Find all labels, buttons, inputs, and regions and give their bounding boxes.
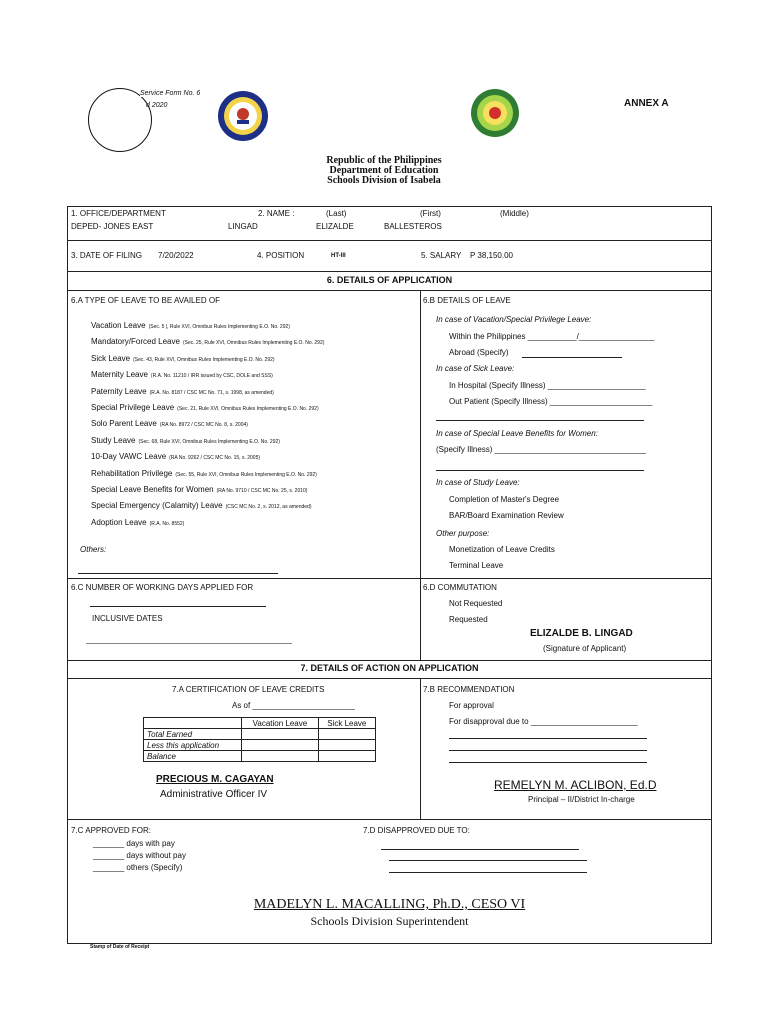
leave-type-label: Special Leave Benefits for Women <box>91 485 214 494</box>
table-corner-cell <box>144 718 242 729</box>
row-total-earned: Total Earned <box>144 729 242 740</box>
divider <box>67 290 711 291</box>
leave-type-legal-basis: (Sec. 21, Rule XVI, Omnibus Rules Implementing E.O. No. 292) <box>177 406 319 412</box>
terminal-leave-option[interactable]: Terminal Leave <box>449 561 504 570</box>
leave-type-option[interactable] <box>91 463 317 481</box>
disapproval-line-2 <box>449 750 647 751</box>
leave-type-legal-basis: (R.A. No. 8552) <box>149 520 185 527</box>
department-heading: Department of Education <box>329 165 439 176</box>
principal-name: REMELYN M. ACLIBON, Ed.D <box>494 778 657 792</box>
sick-case-label: In case of Sick Leave: <box>436 364 515 373</box>
out-patient-line <box>436 420 644 421</box>
last-name-value[interactable]: LINGAD <box>228 222 258 231</box>
section7c-title: 7.C APPROVED FOR: <box>71 826 152 835</box>
office-label: 1. OFFICE/DEPARTMENT <box>71 209 166 218</box>
leave-type-label: Vacation Leave <box>91 321 146 330</box>
disapproval-line-3 <box>449 762 647 763</box>
col-sick-header: Sick Leave <box>318 718 375 729</box>
position-value[interactable]: HT-III <box>331 253 346 259</box>
date-filing-label: 3. DATE OF FILING <box>71 251 142 260</box>
specify-illness-line <box>436 470 644 471</box>
leave-type-label: Study Leave <box>91 435 136 445</box>
not-requested-option[interactable]: Not Requested <box>449 599 503 608</box>
applicant-name: ELIZALDE B. LINGAD <box>530 628 633 639</box>
section6-title: 6. DETAILS OF APPLICATION <box>326 275 453 285</box>
principal-title: Principal – II/District In-charge <box>528 795 635 804</box>
requested-option[interactable]: Requested <box>449 615 488 624</box>
vacation-case-label: In case of Vacation/Special Privilege Leave: <box>436 315 592 324</box>
middle-name-label: (Middle) <box>500 209 529 218</box>
section6a-title: 6.A TYPE OF LEAVE TO BE AVAILED OF <box>71 296 220 305</box>
column-divider <box>420 678 421 819</box>
applicant-signature-label: (Signature of Applicant) <box>543 644 627 653</box>
officer-name: PRECIOUS M. CAGAYAN <box>156 774 274 785</box>
leave-type-label: Special Privilege Leave <box>91 403 175 412</box>
days-with-pay-field[interactable]: _______ days with pay <box>93 839 175 848</box>
leave-type-label: Paternity Leave <box>91 386 147 396</box>
leave-type-legal-basis: (Sec. 43, Rule XVI, Omnibus Rules Implementing E.O. No. 292) <box>133 356 275 363</box>
abroad-option[interactable]: Abroad (Specify) <box>449 348 509 357</box>
masters-option[interactable]: Completion of Master's Degree <box>449 495 560 504</box>
first-name-value[interactable]: ELIZALDE <box>316 222 354 231</box>
for-disapproval-option[interactable]: For disapproval due to ________________________ <box>449 717 638 726</box>
first-name-label: (First) <box>420 209 441 218</box>
leave-type-option[interactable] <box>91 364 273 382</box>
divider <box>67 819 711 820</box>
form-number: Service Form No. 6 <box>140 90 201 97</box>
inclusive-dates-label: INCLUSIVE DATES <box>92 614 163 623</box>
divider <box>67 271 711 272</box>
out-patient-option[interactable]: Out Patient (Specify Illness) _______________________ <box>449 397 653 406</box>
leave-type-legal-basis: (R.A. No. 11210 / IRR issued by CSC, DOLE and SSS) <box>150 373 273 380</box>
table-cell[interactable] <box>242 740 318 751</box>
divider <box>67 240 711 241</box>
leave-type-option[interactable] <box>91 315 290 333</box>
sds-name: MADELYN L. MACALLING, Ph.D., CESO VI <box>253 897 526 912</box>
leave-type-option[interactable] <box>91 348 275 366</box>
leave-type-option[interactable] <box>91 413 248 431</box>
leave-type-legal-basis: (R.A. No. 8187 / CSC MC No. 71, s. 1998, as amended) <box>149 389 274 396</box>
leave-type-label: 10-Day VAWC Leave <box>91 452 167 462</box>
leave-type-legal-basis: (CSC MC No. 2, s. 2012, as amended) <box>225 504 312 511</box>
women-case-label: In case of Special Leave Benefits for Women: <box>436 429 598 438</box>
leave-type-legal-basis: (Sec. 68, Rule XVI, Omnibus Rules Implementing E.O. No. 292) <box>138 438 280 445</box>
other-purpose-label: Other purpose: <box>436 529 490 538</box>
section7a-title: 7.A CERTIFICATION OF LEAVE CREDITS <box>172 685 325 694</box>
in-hospital-option[interactable]: In Hospital (Specify Illness) ______________________ <box>449 381 646 390</box>
table-cell[interactable] <box>242 729 318 740</box>
leave-type-legal-basis: (RA No. 8972 / CSC MC No. 8, s. 2004) <box>159 422 248 429</box>
inclusive-dates-line[interactable] <box>86 643 292 644</box>
annex-label: ANNEX A <box>624 98 669 109</box>
table-cell[interactable] <box>318 751 375 762</box>
date-filing-value[interactable]: 7/20/2022 <box>158 251 194 260</box>
monetization-option[interactable]: Monetization of Leave Credits <box>449 545 555 554</box>
deped-seal-logo <box>217 90 269 142</box>
leave-type-option[interactable] <box>91 446 260 464</box>
others-specify-field[interactable]: _______ others (Specify) <box>93 863 183 872</box>
leave-type-option[interactable] <box>91 495 311 513</box>
others-line <box>78 573 278 574</box>
divider <box>67 578 711 579</box>
form-revised: d 2020 <box>146 102 168 109</box>
division-heading: Schools Division of Isabela <box>327 175 441 186</box>
section7d-title: 7.D DISAPPROVED DUE TO: <box>363 826 470 835</box>
divider <box>67 660 711 661</box>
leave-type-label: Adoption Leave <box>91 517 147 527</box>
leave-type-option[interactable] <box>91 430 280 448</box>
section6d-title: 6.D COMMUTATION <box>423 583 497 592</box>
section7b-title: 7.B RECOMMENDATION <box>423 685 515 694</box>
division-seal-logo <box>470 88 520 138</box>
name-label: 2. NAME : <box>258 209 295 218</box>
leave-type-option[interactable] <box>91 479 307 497</box>
abroad-line <box>522 357 622 358</box>
leave-type-option[interactable] <box>91 397 319 415</box>
leave-type-legal-basis: (Sec. 25, Rule XVI, Omnibus Rules Implementing E.O. No. 292) <box>182 340 325 347</box>
disapproved-line-3[interactable] <box>389 872 587 873</box>
section6c-title: 6.C NUMBER OF WORKING DAYS APPLIED FOR <box>71 583 254 592</box>
leave-type-legal-basis: (RA No. 9710 / CSC MC No. 25, s. 2010) <box>216 488 308 494</box>
receipt-stamp-label: Stamp of Date of Receipt <box>90 944 150 950</box>
leave-type-label: Mandatory/Forced Leave <box>91 337 180 347</box>
office-value[interactable]: DEPED- JONES EAST <box>71 222 154 231</box>
salary-label: 5. SALARY <box>421 251 462 260</box>
section7-title: 7. DETAILS OF ACTION ON APPLICATION <box>300 663 479 673</box>
days-without-pay-field[interactable]: _______ days without pay <box>93 851 186 860</box>
bar-option[interactable]: BAR/Board Examination Review <box>449 511 564 520</box>
leave-type-legal-basis: (Sec. 55, Rule XVI, Omnibus Rules Implementing E.O. No. 292) <box>175 471 317 478</box>
for-approval-option[interactable]: For approval <box>449 701 494 710</box>
leave-type-legal-basis: (RA No. 9262 / CSC MC No. 15, s. 2005) <box>169 455 261 462</box>
leave-type-option[interactable] <box>91 512 184 530</box>
officer-title: Administrative Officer IV <box>160 789 268 800</box>
specify-illness-field[interactable]: (Specify Illness) __________________________________ <box>436 445 646 454</box>
sds-title: Schools Division Superintendent <box>310 914 469 928</box>
leave-type-option[interactable] <box>91 381 274 399</box>
leave-type-label: Special Emergency (Calamity) Leave <box>91 501 223 511</box>
divider <box>67 678 711 679</box>
leave-type-label: Maternity Leave <box>91 370 148 380</box>
salary-value[interactable]: P 38,150.00 <box>470 251 514 260</box>
column-divider <box>420 290 421 660</box>
disapproval-line-1 <box>449 738 647 739</box>
disapproved-line-1[interactable] <box>381 849 579 850</box>
leave-type-legal-basis: (Sec. 5 |, Rule XVI, Omnibus Rules Implementing E.O. No. 292) <box>148 324 290 330</box>
republic-heading: Republic of the Philippines <box>326 155 442 166</box>
working-days-line[interactable] <box>90 606 266 607</box>
row-less-application: Less this application <box>144 740 242 751</box>
middle-name-value[interactable]: BALLESTEROS <box>384 222 442 231</box>
leave-type-label: Solo Parent Leave <box>91 419 157 429</box>
disapproved-line-2[interactable] <box>389 860 587 861</box>
row-balance: Balance <box>144 751 242 762</box>
leave-type-label: Sick Leave <box>91 353 131 363</box>
leave-type-label: Rehabilitation Privilege <box>91 468 173 478</box>
table-cell[interactable] <box>242 751 318 762</box>
table-cell[interactable] <box>318 740 375 751</box>
position-label: 4. POSITION <box>257 251 305 260</box>
col-vacation-header: Vacation Leave <box>242 718 318 729</box>
table-cell[interactable] <box>318 729 375 740</box>
section6b-title: 6.B DETAILS OF LEAVE <box>423 296 511 305</box>
as-of-field[interactable]: As of _______________________ <box>232 701 355 710</box>
within-ph-option[interactable]: Within the Philippines ___________/_________________ <box>449 332 655 341</box>
leave-credits-table <box>143 717 376 762</box>
leave-type-option[interactable] <box>91 331 324 349</box>
receipt-stamp-circle <box>88 88 152 152</box>
last-name-label: (Last) <box>326 209 347 218</box>
study-case-label: In case of Study Leave: <box>436 478 520 487</box>
others-label: Others: <box>80 545 107 554</box>
